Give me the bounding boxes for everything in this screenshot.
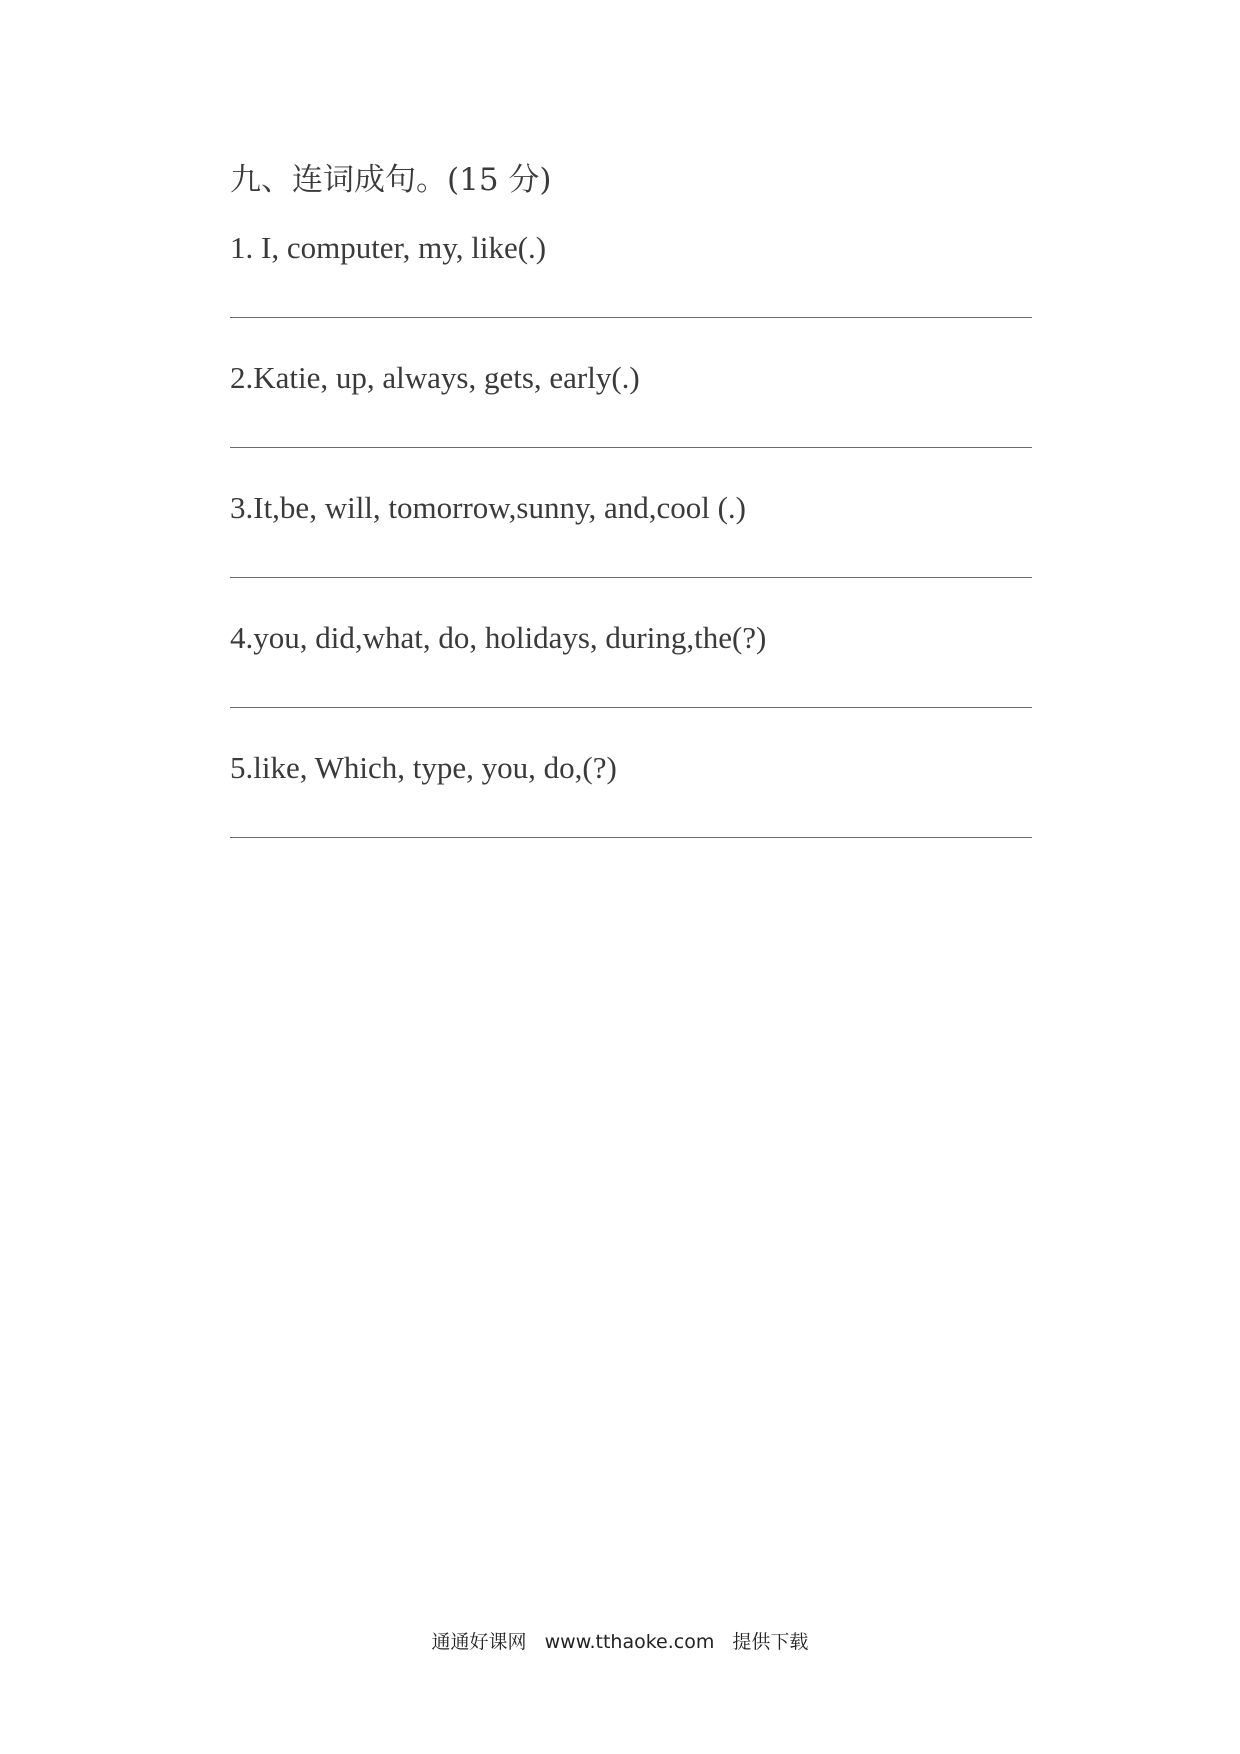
answer-line [230,707,1032,708]
page-footer [0,1630,1240,1654]
question-text: 4.you, did,what, do, holidays, during,the(?) [230,620,767,655]
footer-url[interactable]: www.tthaoke.com [544,1631,715,1653]
footer-site-name: 通通好课网 [431,1631,527,1653]
answer-line [230,577,1032,578]
question-item [230,618,1030,658]
question-item [230,748,1030,788]
question-item [230,358,1030,398]
question-text: 2.Katie, up, always, gets, early(.) [230,360,640,395]
question-item [230,228,1030,268]
question-text: 5.like, Which, type, you, do,(?) [230,750,617,785]
answer-line [230,317,1032,318]
question-text: 3.It,be, will, tomorrow,sunny, and,cool (.) [230,490,746,525]
answer-line [230,837,1032,838]
answer-line [230,447,1032,448]
section-title: 九、连词成句。(15 分) [230,162,552,198]
question-item [230,488,1030,528]
question-text: 1. I, computer, my, like(.) [230,230,547,265]
footer-note: 提供下载 [732,1631,809,1653]
